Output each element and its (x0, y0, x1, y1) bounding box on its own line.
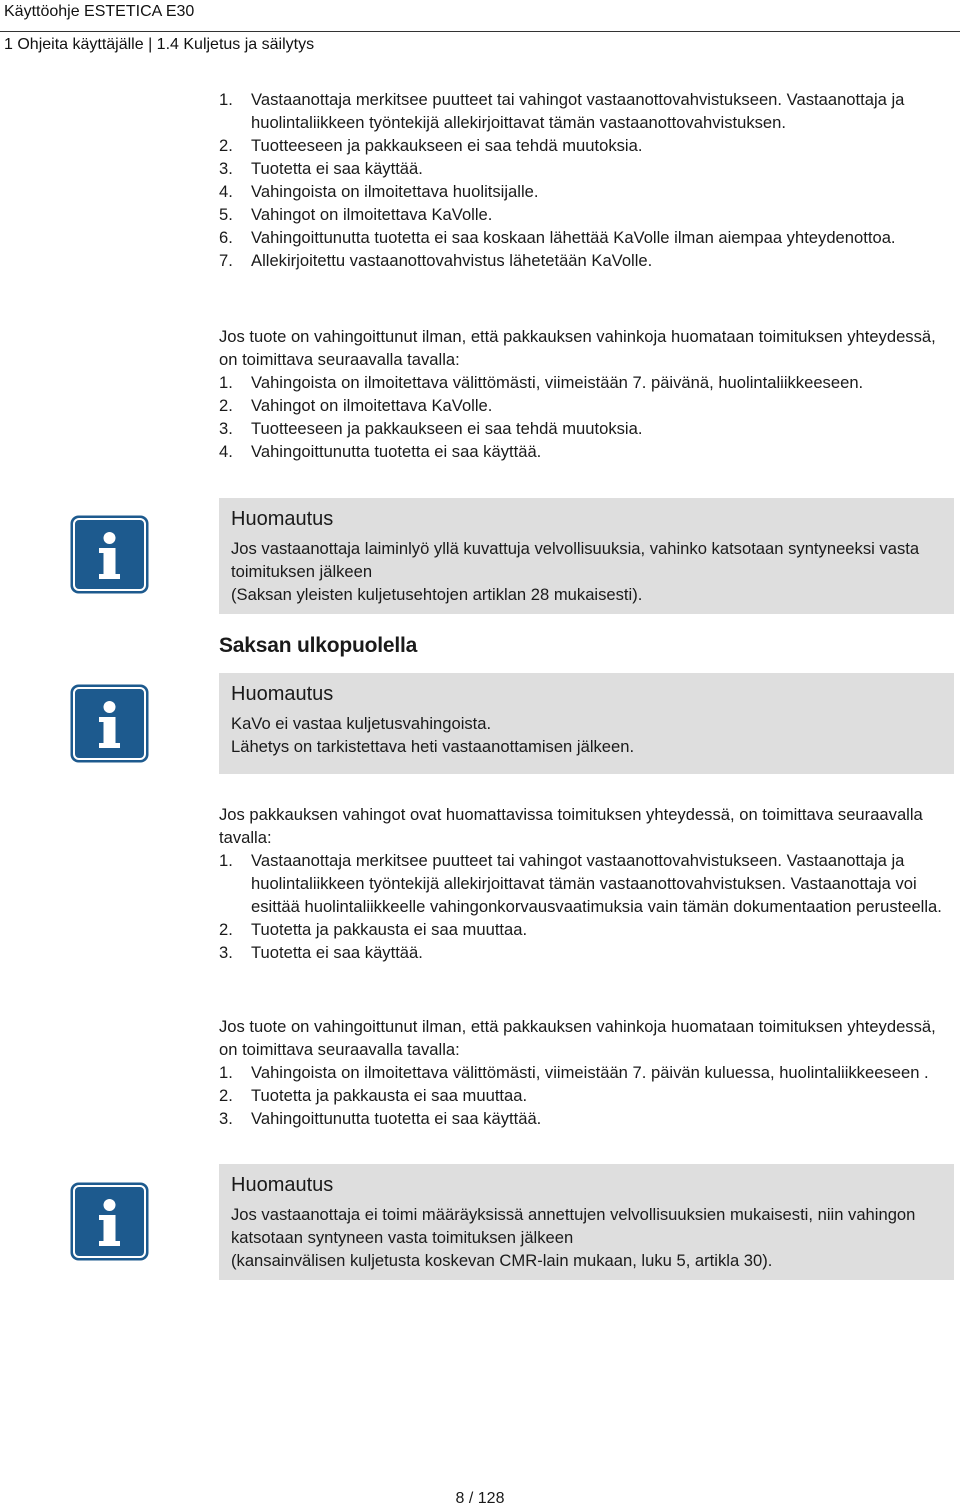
note-title: Huomautus (231, 508, 334, 530)
section-heading: Saksan ulkopuolella (219, 634, 418, 657)
paragraph: Jos tuote on vahingoittunut ilman, että pakkauksen vahinkoja huomataan toimituksen yhteydessä, on toimittava seuraavalla tavalla: (219, 1017, 936, 1059)
list-item: 3. Tuotetta ei saa käyttää. (219, 159, 423, 178)
breadcrumb: 1 Ohjeita käyttäjälle | 1.4 Kuljetus ja säilytys (4, 36, 315, 53)
list-item: 7. Allekirjoitettu vastaanottovahvistus lähetetään KaVolle. (219, 251, 653, 270)
list-item: 3. Vahingoittunutta tuotetta ei saa käyttää. (219, 1109, 542, 1128)
page-number: 8 / 128 (455, 1490, 505, 1507)
note-text: Jos vastaanottaja ei toimi määräyksissä annettujen velvollisuuksien mukaisesti, niin vahingon katsotaan syntyneen vasta toimituksen jälkeen (231, 1205, 916, 1247)
list-item: 1. Vastaanottaja merkitsee puutteet tai vahingot vastaanottovahvistukseen. Vastaanottaja ja huolintaliikkeen työntekijä allekirjoittavat tämän vastaanottovahvistuksen. (219, 90, 905, 132)
note-box (219, 498, 954, 614)
note-box (219, 1164, 954, 1280)
note-title: Huomautus (231, 683, 334, 705)
info-icon (69, 514, 150, 595)
info-icon (69, 683, 150, 764)
list-item: 2. Vahingot on ilmoitettava KaVolle. (219, 396, 493, 415)
list-item: 3. Tuotteeseen ja pakkaukseen ei saa tehdä muutoksia. (219, 419, 643, 438)
paragraph: Jos tuote on vahingoittunut ilman, että pakkauksen vahinkoja huomataan toimituksen yhteydessä, on toimittava seuraavalla tavalla: (219, 327, 936, 369)
list-item: 6. Vahingoittunutta tuotetta ei saa koskaan lähettää KaVolle ilman aiempaa yhteydenottoa. (219, 228, 896, 247)
list-item: 4. Vahingoista on ilmoitettava huolitsijalle. (219, 182, 539, 201)
visible-damage-section (219, 803, 949, 964)
list-item: 3. Tuotetta ei saa käyttää. (219, 943, 423, 962)
list-item: 1. Vahingoista on ilmoitettava välittömästi, viimeistään 7. päivän kuluessa, huolintaliikkeeseen . (219, 1063, 929, 1082)
document-title: Käyttöohje ESTETICA E30 (4, 3, 195, 20)
list-item: 2. Tuotetta ja pakkausta ei saa muuttaa. (219, 1086, 528, 1105)
note-text: (Saksan yleisten kuljetusehtojen artiklan 28 mukaisesti). (231, 585, 643, 604)
info-icon (69, 1181, 150, 1262)
list-item: 5. Vahingot on ilmoitettava KaVolle. (219, 205, 493, 224)
note-text: Jos vastaanottaja laiminlyö yllä kuvattuja velvollisuuksia, vahinko katsotaan syntyneeksi vasta toimituksen jälkeen (231, 539, 920, 581)
hidden-damage-section-2 (219, 1015, 949, 1130)
damage-steps-list (219, 88, 949, 272)
paragraph: Jos pakkauksen vahingot ovat huomattavissa toimituksen yhteydessä, on toimittava seuraavalla tavalla: (219, 805, 923, 847)
note-title: Huomautus (231, 1174, 334, 1196)
note-text: Lähetys on tarkistettava heti vastaanottamisen jälkeen. (231, 737, 635, 756)
note-text: KaVo ei vastaa kuljetusvahingoista. (231, 714, 492, 733)
header-divider (0, 31, 960, 32)
list-item: 2. Tuotetta ja pakkausta ei saa muuttaa. (219, 920, 528, 939)
list-item: 4. Vahingoittunutta tuotetta ei saa käyttää. (219, 442, 542, 461)
note-box (219, 673, 954, 774)
note-text: (kansainvälisen kuljetusta koskevan CMR-lain mukaan, luku 5, artikla 30). (231, 1251, 773, 1270)
list-item: 1. Vastaanottaja merkitsee puutteet tai vahingot vastaanottovahvistukseen. Vastaanottaja ja huolintaliikkeen työntekijä allekirjoittavat tämän vastaanottovahvistuksen. Vastaanottaja voi esittää huolintaliikkeelle vahingonkorvausvaatimuksia vain tämän dokumentaation perusteella. (219, 851, 942, 916)
hidden-damage-section (219, 325, 949, 463)
list-item: 1. Vahingoista on ilmoitettava välittömästi, viimeistään 7. päivänä, huolintaliikkeeseen. (219, 373, 864, 392)
list-item: 2. Tuotteeseen ja pakkaukseen ei saa tehdä muutoksia. (219, 136, 643, 155)
